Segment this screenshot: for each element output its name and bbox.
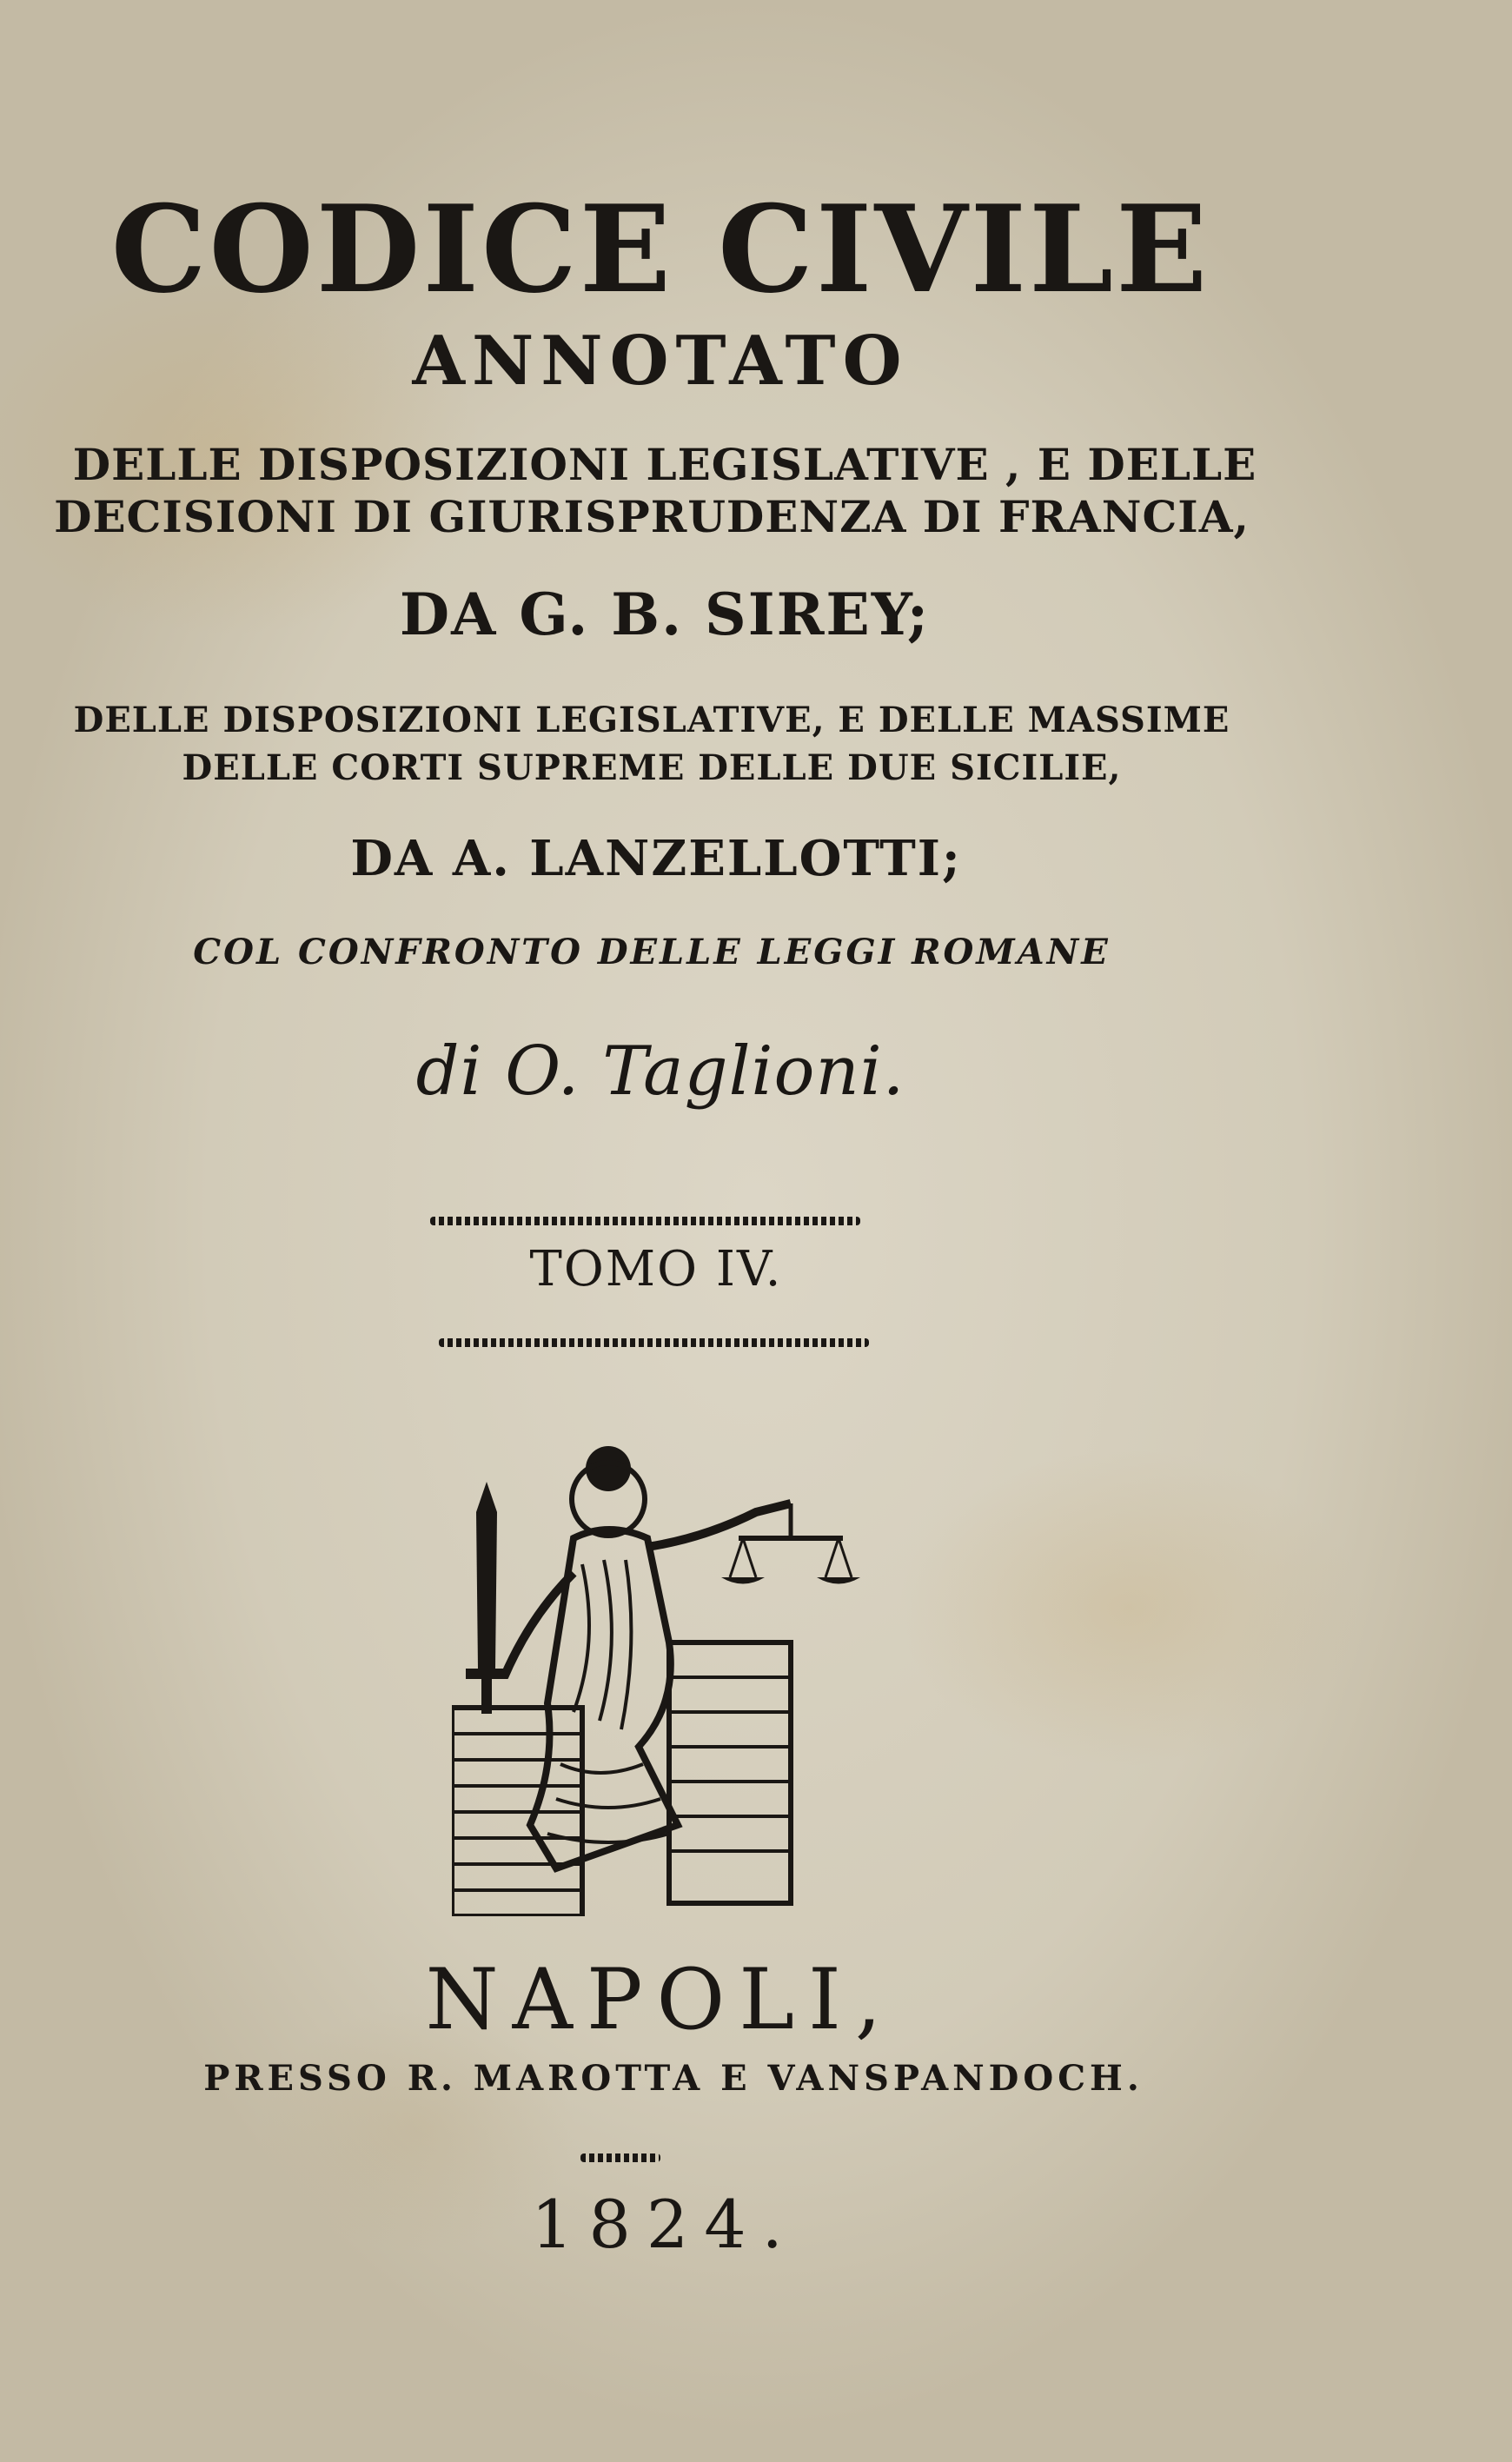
justice-figure-icon <box>452 1417 869 1916</box>
imprint-year: 1824. <box>531 2186 799 2263</box>
imprint-city: NAPOLI, <box>425 1951 896 2048</box>
decorative-rule-top <box>430 1217 860 1225</box>
author-sirey: DA G. B. SIREY; <box>399 581 931 648</box>
handwritten-annotation: di O. Taglioni. <box>415 1032 905 1111</box>
imprint-publisher: PRESSO R. MAROTTA E VANSPANDOCH. <box>203 2058 1144 2099</box>
decorative-rule-small <box>580 2153 660 2162</box>
book-subtitle: ANNOTATO <box>412 322 909 401</box>
book-title: CODICE CIVILE <box>110 178 1210 320</box>
description-line-2: DECISIONI DI GIURISPRUDENZA DI FRANCIA, <box>54 491 1250 542</box>
author-lanzellotti: DA A. LANZELLOTTI; <box>350 830 962 887</box>
volume-label: TOMO IV. <box>529 1241 783 1297</box>
decorative-rule-bottom <box>439 1338 869 1347</box>
description-line-4: DELLE CORTI SUPREME DELLE DUE SICILIE, <box>182 747 1122 788</box>
description-line-3: DELLE DISPOSIZIONI LEGISLATIVE, E DELLE MASSIME <box>73 700 1230 740</box>
description-line-1: DELLE DISPOSIZIONI LEGISLATIVE , E DELLE <box>72 439 1257 490</box>
comparison-line: COL CONFRONTO DELLE LEGGI ROMANE <box>193 932 1111 972</box>
